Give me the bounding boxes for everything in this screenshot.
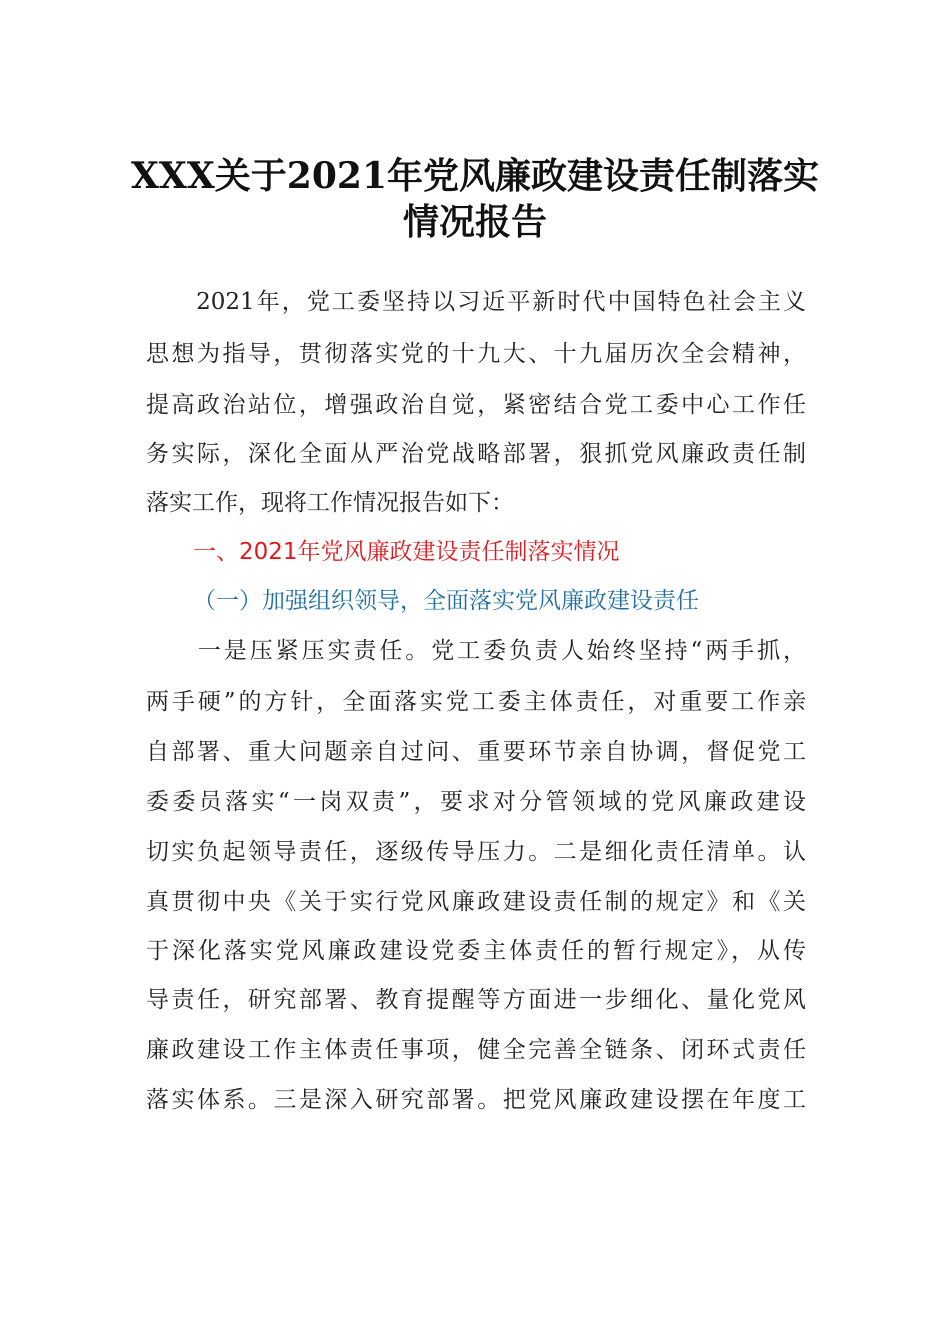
body-line: 自部署、重大问题亲自过问、重要环节亲自协调，督促党工 xyxy=(146,739,806,765)
body-line: 导责任，研究部署、教育提醒等方面进一步细化、量化党风 xyxy=(146,987,806,1013)
body-line: 两手硬”的方针，全面落实党工委主体责任，对重要工作亲 xyxy=(146,689,806,715)
section-heading: 一、2021年党风廉政建设责任制落实情况 xyxy=(193,539,620,565)
intro-line: 2021年，党工委坚持以习近平新时代中国特色社会主义 xyxy=(146,289,806,315)
body-line: 落实体系。三是深入研究部署。把党风廉政建设摆在年度工 xyxy=(146,1087,806,1113)
intro-line: 提高政治站位，增强政治自觉，紧密结合党工委中心工作任 xyxy=(146,392,806,418)
body-line: 廉政建设工作主体责任事项，健全完善全链条、闭环式责任 xyxy=(146,1037,806,1063)
intro-line: 落实工作，现将工作情况报告如下： xyxy=(146,490,514,516)
subsection-heading: （一）加强组织领导，全面落实党风廉政建设责任 xyxy=(193,588,699,614)
body-line: 委委员落实“一岗双责”，要求对分管领域的党风廉政建设 xyxy=(146,789,806,815)
intro-line: 务实际，深化全面从严治党战略部署，狠抓党风廉政责任制 xyxy=(146,441,806,467)
intro-line: 思想为指导，贯彻落实党的十九大、十九届历次全会精神， xyxy=(146,341,806,367)
document-title-line-1: XXX关于2021年党风廉政建设责任制落实 xyxy=(131,155,819,197)
body-line: 切实负起领导责任，逐级传导压力。二是细化责任清单。认 xyxy=(146,839,806,865)
body-line: 于深化落实党风廉政建设党委主体责任的暂行规定》，从传 xyxy=(146,938,806,964)
document-title-line-2: 情况报告 xyxy=(402,201,547,243)
body-line: 一是压紧压实责任。党工委负责人始终坚持“两手抓， xyxy=(146,638,806,664)
body-line: 真贯彻中央《关于实行党风廉政建设责任制的规定》和《关 xyxy=(146,889,806,915)
